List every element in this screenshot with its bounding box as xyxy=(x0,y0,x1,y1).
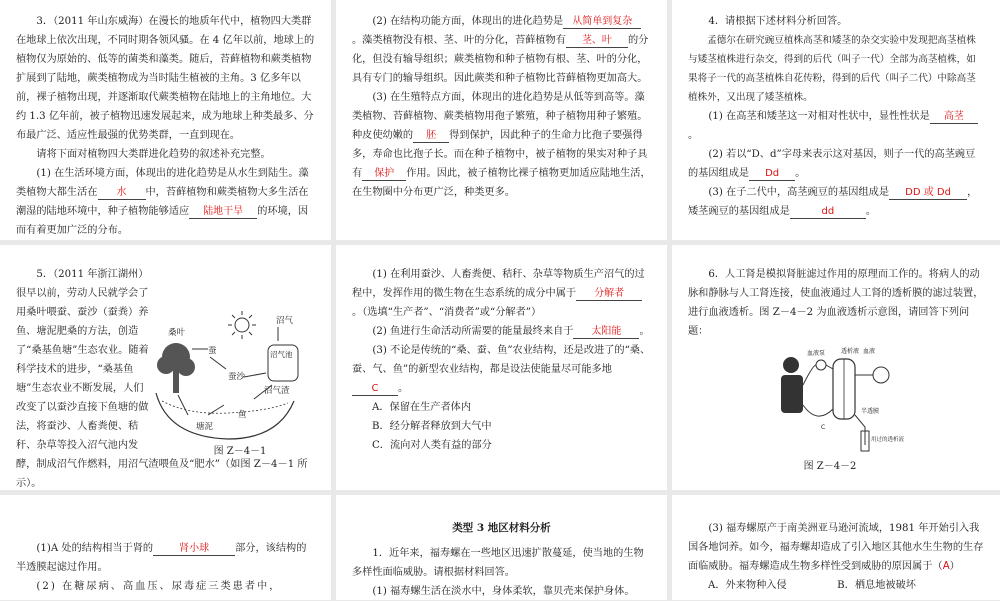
slide-mulberry-fish-pond xyxy=(0,245,331,490)
label-dialysate: 透析液 xyxy=(841,348,860,355)
answer-blank: 太阳能 xyxy=(573,325,639,339)
question-3-part1: (1) 在生活环境方面，体现出的进化趋势是从水生到陆生。藻类植物大都生活在 水 中，苔藓植物和蕨类植物大多生活在潮湿的陆地环境中，种子植物能够适应 陆地干旱 的环境，因而有着更加广泛的分布。 xyxy=(16,168,309,236)
option-a: A．保留在生产者体内 xyxy=(372,402,472,413)
label-mulberry-leaf: 桑叶 xyxy=(168,328,186,338)
answer-blank: 肾小球 xyxy=(153,542,235,556)
question-4-part2: (2) 若以“D、d”字母来表示这对基因，则子一代的高茎豌豆的基因组成是 Dd 。 xyxy=(688,149,976,179)
question-1-intro: 1．近年来，福寿螺在一些地区迅速扩散蔓延，使当地的生物多样性面临威胁。请根据材料回答。 xyxy=(352,548,644,578)
options-row xyxy=(688,576,984,595)
answer-blank: 水 xyxy=(98,186,146,200)
label-silkworm: 蚕 xyxy=(208,346,217,356)
answer-blank: 胚 xyxy=(413,129,449,143)
answer-blank: C xyxy=(352,382,398,396)
answer-blank: 保护 xyxy=(362,167,406,181)
answer-blank: 茎、叶 xyxy=(566,34,628,48)
pond-shape xyxy=(156,393,294,439)
question-5-part3: (3) 不论是传统的“桑、蚕、鱼”农业结构，还是改进了的“桑、蚕、气、鱼”的新型农业结构，都是设法使能量尽可能多地C 。 xyxy=(352,345,651,394)
patient-icon xyxy=(781,357,803,413)
label-blood-pump: 血液泵 xyxy=(807,350,826,357)
figure-caption: 图 Z－4－1 xyxy=(213,446,267,457)
question-4-title: 4．请根据下述材料分析回答。 xyxy=(708,16,848,27)
label-pond-mud: 塘泥 xyxy=(196,422,214,432)
slide-mendel-genetics xyxy=(672,0,1000,240)
section-title: 类型 3 地区材料分析 xyxy=(452,522,551,534)
question-4-part3: (3) 在子二代中，高茎豌豆的基因组成是 DD 或 Dd ，矮茎豌豆的基因组成是 dd 。 xyxy=(688,187,978,217)
figure-z-4-2 xyxy=(777,345,905,455)
slide-invasive-species xyxy=(672,495,1000,600)
option-c: C．流向对人类有益的部分 xyxy=(372,440,492,451)
slide-plant-evolution xyxy=(0,0,331,240)
slide-kidney-questions xyxy=(0,495,331,600)
slide-artificial-kidney xyxy=(672,245,1000,490)
answer-blank: 陆地干旱 xyxy=(189,205,257,219)
question-1-part3: (3) 福寿螺原产于南美洲亚马逊河流域，1981 年开始引入我国各地饲养。如今，福寿螺却造成了引入地区其他水生生物的生存面临威胁。福寿螺造成生物多样性受到威胁的原因属于（A） xyxy=(688,523,984,572)
label-used-dialysate: 用过的透析液 xyxy=(871,437,905,443)
question-4-part1: (1) 在高茎和矮茎这一对相对性状中，显性性状是 高茎。 xyxy=(688,107,984,145)
answer-blank: Dd xyxy=(749,167,795,181)
slide-regional-material xyxy=(336,495,667,600)
question-1-part1: (1) 福寿螺生活在淡水中，身体柔软，靠贝壳来保护身体。 xyxy=(372,586,635,597)
question-6-part2: (2) 在糖尿病、高血压、尿毒症三类患者中， xyxy=(36,581,282,592)
answer-blank: 高茎 xyxy=(930,110,978,124)
answer-blank: 分解者 xyxy=(576,287,642,301)
blood-pump-icon xyxy=(816,360,826,370)
mulberry-tree-icon xyxy=(157,343,195,393)
figure-z-4-1 xyxy=(148,305,320,455)
slide-plant-evolution-continued xyxy=(336,0,667,240)
label-blood: 血液 xyxy=(863,348,876,355)
question-3-part3: (3) 在生殖特点方面，体现出的进化趋势是从低等到高等。藻类植物、苔藓植物、蕨类植物用孢子繁殖，种子植物用种子繁殖。种皮使幼嫩的 胚 得到保护，因此种子的生命力比孢子要强得多，寿命也比孢子长。而在种子植物中，被子植物的果实对种子具有 保护 作用。因此，被子植物比裸子植物更加适应陆地生活，在生物圈中分布更广泛，种类更多。 xyxy=(352,92,651,198)
label-c: C xyxy=(821,424,826,431)
question-5-part2: (2) 鱼进行生命活动所需要的能量最终来自于 太阳能 。 xyxy=(372,326,650,337)
question-4-material: 孟德尔在研究豌豆植株高茎和矮茎的杂交实验中发现把高茎植株与矮茎植株进行杂交，得到的后代（叫子一代）全部为高茎植株，如果将子一代的高茎植株自花传粉，得到的后代（叫子二代）中除高茎植株外，又出现了矮茎植株。 xyxy=(688,35,976,103)
question-5-text: 5．（2011 年浙江湖州）很早以前，劳动人民就学会了用桑叶喂蚕、蚕沙（蚕粪）养鱼、塘泥肥桑的方法，创造了“桑基鱼塘”生态农业。随着科学技术的进步，“桑基鱼塘”生态农业不断发展，人们改变了以蚕沙直接下鱼塘的做法，将蚕沙、人畜粪便、秸秆、杂草等投入沼气池内发酵，制成沼气作燃料，用沼气渣喂鱼及“肥水”（如图 Z－4－1 所示）。 xyxy=(16,269,308,489)
question-6-part1: (1)A 处的结构相当于肾的 肾小球 部分，该结构的半透膜起滤过作用。 xyxy=(16,543,307,573)
option-a: A．外来物种入侵 xyxy=(708,580,787,591)
label-biogas: 沼气 xyxy=(276,316,294,326)
question-3-intro: 3．（2011 年山东威海）在漫长的地质年代中，植物四大类群在地球上依次出现，不同时期各领风骚。在 4 亿年以前，地球上的植物仅为原始的、低等的菌类和藻类。随后，苔藓植物和蕨类植物扩展到了陆地，蕨类植物成为当时陆生植被的主角。3 亿多年以前，裸子植物出现，并逐渐取代蕨类植物在陆地上的主角地位。大约 1.3 亿年前，被子植物迅速发展起来，成为地球上种类最多、分布最广泛、适应性最强的优势类群，一直到现在。 xyxy=(16,16,315,141)
figure-caption: 图 Z－4－2 xyxy=(803,461,857,472)
answer-blank: DD 或 Dd xyxy=(889,186,967,200)
question-5-part1: (1) 在利用蚕沙、人畜粪便、秸秆、杂草等物质生产沼气的过程中，发挥作用的微生物在生态系统的成分中属于 分解者。（选填“生产者”、“消费者”或“分解者”） xyxy=(352,269,645,318)
option-b: B．经分解者释放到大气中 xyxy=(372,421,492,432)
option-b: B．栖息地被破坏 xyxy=(837,580,916,591)
question-3-prompt: 请将下面对植物四大类群进化趋势的叙述补充完整。 xyxy=(36,149,271,160)
label-semipermeable-membrane: 半透膜 xyxy=(861,408,880,415)
answer-blank: 从简单到复杂 xyxy=(563,15,641,29)
answer-blank: dd xyxy=(790,205,866,219)
label-biogas-residue: 沼气渣 xyxy=(264,386,290,396)
question-3-part2: (2) 在结构功能方面，体现出的进化趋势是 从简单到复杂。藻类植物没有根、茎、叶的分化，苔藓植物有 茎、叶 的分化，但没有输导组织；蕨类植物和种子植物有根、茎、叶的分化，具有专门的输导组织。因此蕨类和种子植物比苔藓植物更加高大。 xyxy=(352,16,649,84)
label-silkworm-waste: 蚕沙 xyxy=(228,372,246,382)
slide-biogas-questions xyxy=(336,245,667,490)
question-6-intro: 6．人工肾是模拟肾脏滤过作用的原理而工作的。将病人的动脉和静脉与人工肾连接，使血液通过人工肾的透析膜的滤过装置，进行血液透析。图 Z－4－2 为血液透析示意图，请回答下列问题： xyxy=(688,269,984,337)
label-biogas-tank: 沼气池 xyxy=(270,350,293,359)
label-fish: 鱼 xyxy=(238,410,247,420)
answer-choice: A xyxy=(942,561,950,572)
sun-icon xyxy=(228,311,256,339)
